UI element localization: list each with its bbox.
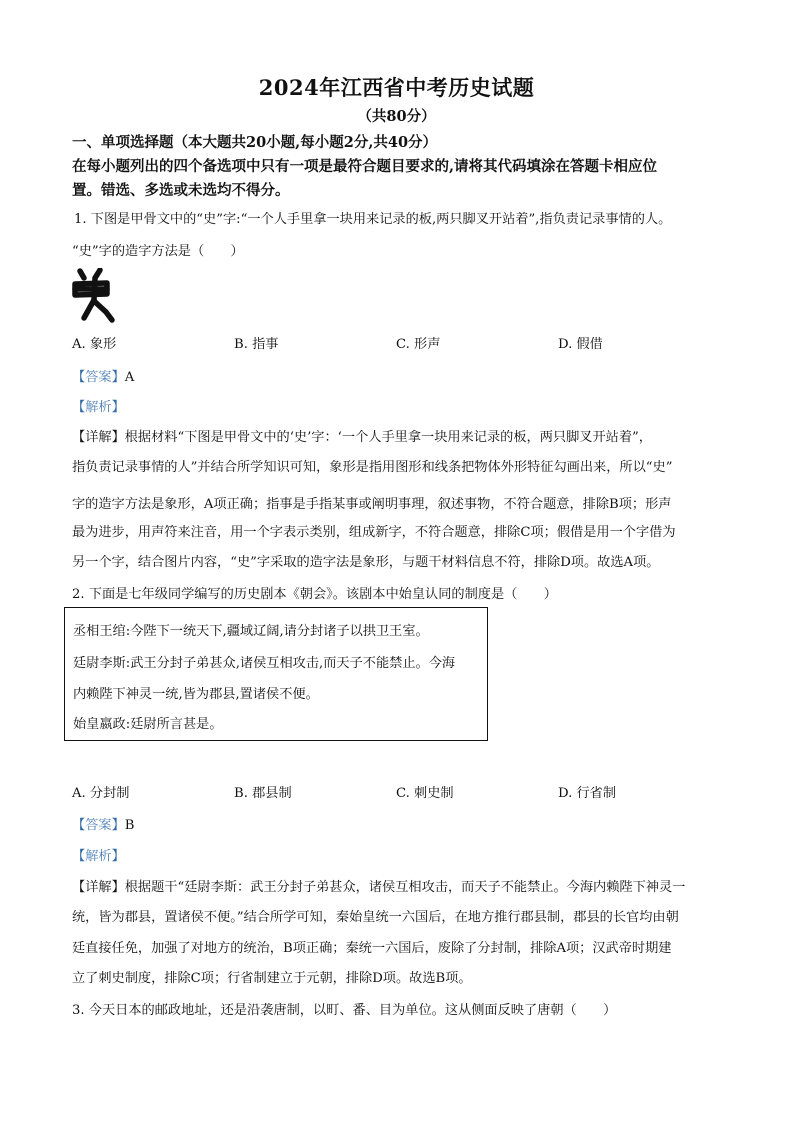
detail-tag: 【详解】 bbox=[72, 430, 125, 445]
section-instructions-line2: 置。错选、多选或未选均不得分。 bbox=[72, 182, 290, 199]
detail-line: 立了刺史制度，排除C项；行省制建立于元朝，排除D项。故选B项。 bbox=[72, 971, 472, 986]
material-line: 始皇嬴政:廷尉所言甚是。 bbox=[73, 717, 223, 732]
detail-line: 廷直接任免，加强了对地方的统治，B项正确；秦统一六国后，废除了分封制，排除A项；汉武帝时期建 bbox=[72, 941, 672, 956]
option-d: D. 行省制 bbox=[558, 786, 617, 801]
section-heading: 一、单项选择题（本大题共20小题,每小题2分,共40分） bbox=[72, 134, 438, 151]
question-stem: 3. 今天日本的邮政地址，还是沿袭唐制，以町、番、目为单位。这从侧面反映了唐朝（ ） bbox=[72, 1003, 617, 1018]
oracle-bone-shi-image bbox=[70, 268, 120, 324]
option-b: B. 郡县制 bbox=[234, 786, 292, 801]
answer-tag: 【答案】 bbox=[72, 370, 125, 385]
detail-line: 最为进步，用声符来注音，用一个字表示类别，组成新字，不符合题意，排除C项；假借是用一个字借为 bbox=[72, 525, 676, 540]
analysis-tag: 【解析】 bbox=[72, 400, 125, 415]
material-line: 廷尉李斯:武王分封子弟甚众,诸侯互相攻击,而天子不能禁止。今海 bbox=[73, 656, 456, 671]
analysis-tag: 【解析】 bbox=[72, 849, 125, 864]
material-line: 内赖陛下神灵一统,皆为郡县,置诸侯不便。 bbox=[73, 687, 319, 702]
detail-tag: 【详解】 bbox=[72, 880, 125, 895]
detail-line: 统，皆为郡县，置诸侯不便。”结合所学可知，秦始皇统一六国后，在地方推行郡县制，郡县的长官均由朝 bbox=[72, 910, 679, 925]
detail-line: 字的造字方法是象形，A项正确；指事是手指某事或阐明事理，叙述事物，不符合题意，排除B项；形声 bbox=[72, 497, 672, 512]
detail-line: 【详解】根据材料“下图是甲骨文中的‘史’字：‘一个人手里拿一块用来记录的板，两只脚叉开站着”， bbox=[72, 430, 652, 445]
option-c: C. 刺史制 bbox=[396, 786, 454, 801]
question-stem: 1. 下图是甲骨文中的“史”字:“一个人手里拿一块用来记录的板,两只脚叉开站着”,指负责记录事情的人。 bbox=[74, 212, 672, 227]
total-score: （共80分） bbox=[357, 108, 436, 125]
answer-line bbox=[72, 366, 134, 385]
answer-tag: 【答案】 bbox=[72, 818, 125, 833]
option-c: C. 形声 bbox=[396, 337, 441, 352]
question-stem: 2. 下面是七年级同学编写的历史剧本《朝会》。该剧本中始皇认同的制度是（ ） bbox=[72, 587, 557, 602]
option-b: B. 指事 bbox=[234, 337, 279, 352]
material-line: 丞相王绾:今陛下一统天下,疆域辽阔,请分封诸子以拱卫王室。 bbox=[73, 624, 429, 639]
answer-line bbox=[72, 814, 134, 833]
question-stem: “史”字的造字方法是（ ） bbox=[72, 244, 244, 259]
page-title: 2024年江西省中考历史试题 bbox=[258, 75, 535, 100]
option-a: A. 分封制 bbox=[72, 786, 130, 801]
option-a: A. 象形 bbox=[72, 337, 117, 352]
detail-line: 另一个字，结合图片内容，“史”字采取的造字法是象形，与题干材料信息不符，排除D项。故选A项。 bbox=[72, 555, 660, 570]
section-instructions-line1: 在每小题列出的四个备选项中只有一项是最符合题目要求的,请将其代码填涂在答题卡相应位 bbox=[72, 158, 658, 175]
oracle-bone-glyph-icon bbox=[70, 268, 120, 324]
answer-value: B bbox=[124, 818, 135, 833]
detail-line: 指负责记录事情的人”并结合所学知识可知，象形是指用图形和线条把物体外形特征勾画出来，所以“史” bbox=[72, 460, 673, 475]
option-d: D. 假借 bbox=[558, 337, 603, 352]
answer-value: A bbox=[124, 370, 135, 385]
detail-line: 【详解】根据题干“廷尉李斯：武王分封子弟甚众，诸侯互相攻击，而天子不能禁止。今海内赖陛下神灵一 bbox=[72, 880, 686, 895]
